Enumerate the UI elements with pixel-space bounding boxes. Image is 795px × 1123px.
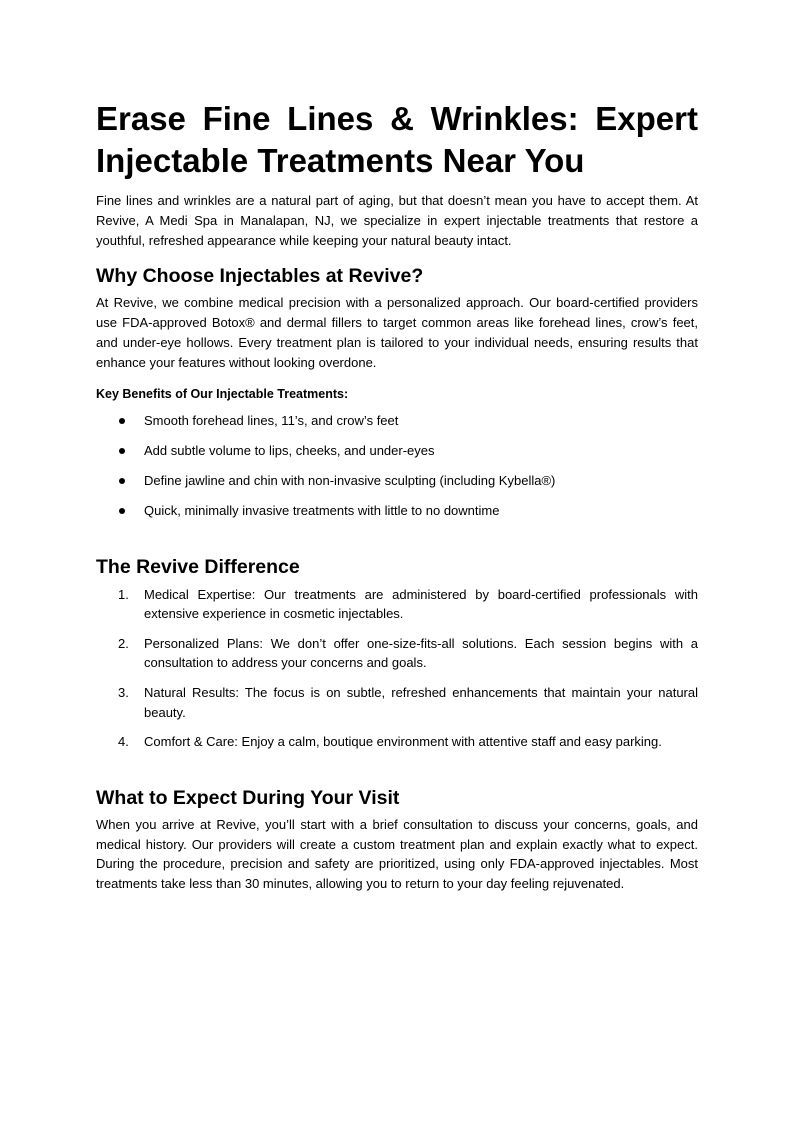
benefit-text: Define jawline and chin with non-invasive sculpting (including Kybella®) [144, 472, 556, 488]
item-number: 4. [118, 734, 129, 750]
difference-item [96, 634, 698, 673]
benefit-item [96, 441, 698, 461]
page-title: Erase Fine Lines & Wrinkles: Expert Injectable Treatments Near You [96, 100, 698, 179]
bullet-icon [119, 478, 125, 484]
benefit-item [96, 501, 698, 521]
bullet-icon [119, 418, 125, 424]
item-number: 3. [118, 684, 129, 700]
item-text: Natural Results: The focus is on subtle, refreshed enhancements that maintain your natural beauty. [144, 684, 698, 720]
difference-heading: The Revive Difference [96, 555, 300, 578]
bullet-icon [119, 508, 125, 514]
bullet-icon [119, 448, 125, 454]
visit-paragraph: When you arrive at Revive, you’ll start with a brief consultation to discuss your concerns, goals, and medical history. Our providers will create a custom treatment plan and explain exactly what to expect. During the procedure, precision and safety are prioritized, using only FDA-approved injectables. Most treatments take less than 30 minutes, allowing you to return to your day feeling rejuvenated. [96, 816, 698, 892]
benefits-list [96, 411, 698, 521]
benefit-item [96, 471, 698, 491]
difference-list [96, 585, 698, 752]
item-number: 2. [118, 635, 129, 651]
difference-item [96, 683, 698, 722]
difference-item [96, 585, 698, 624]
document-page [96, 98, 698, 894]
benefit-text: Add subtle volume to lips, cheeks, and under-eyes [144, 442, 435, 458]
why-heading: Why Choose Injectables at Revive? [96, 265, 424, 288]
item-text: Comfort & Care: Enjoy a calm, boutique environment with attentive staff and easy parking. [144, 734, 662, 750]
why-paragraph: At Revive, we combine medical precision with a personalized approach. Our board-certified providers use FDA-approved Botox® and dermal fillers to target common areas like forehead lines, crow’s feet, and under-eye hollows. Every treatment plan is tailored to your individual needs, ensuring results that enhance your features without looking overdone. [96, 295, 698, 370]
benefit-text: Smooth forehead lines, 11’s, and crow’s feet [144, 412, 399, 428]
item-number: 1. [118, 586, 129, 602]
visit-heading: What to Expect During Your Visit [96, 786, 400, 809]
item-text: Personalized Plans: We don’t offer one-size-fits-all solutions. Each session begins with a consultation to address your concerns and goals. [144, 635, 698, 671]
intro-paragraph: Fine lines and wrinkles are a natural part of aging, but that doesn’t mean you have to accept them. At Revive, A Medi Spa in Manalapan, NJ, we specialize in expert injectable treatments that restore a youthful, refreshed appearance while keeping your natural beauty intact. [96, 193, 698, 248]
benefits-heading: Key Benefits of Our Injectable Treatments: [96, 386, 349, 401]
difference-item [96, 732, 698, 752]
item-text: Medical Expertise: Our treatments are administered by board-certified professionals with extensive experience in cosmetic injectables. [144, 586, 698, 622]
benefit-text: Quick, minimally invasive treatments with little to no downtime [144, 502, 500, 518]
benefit-item [96, 411, 698, 431]
